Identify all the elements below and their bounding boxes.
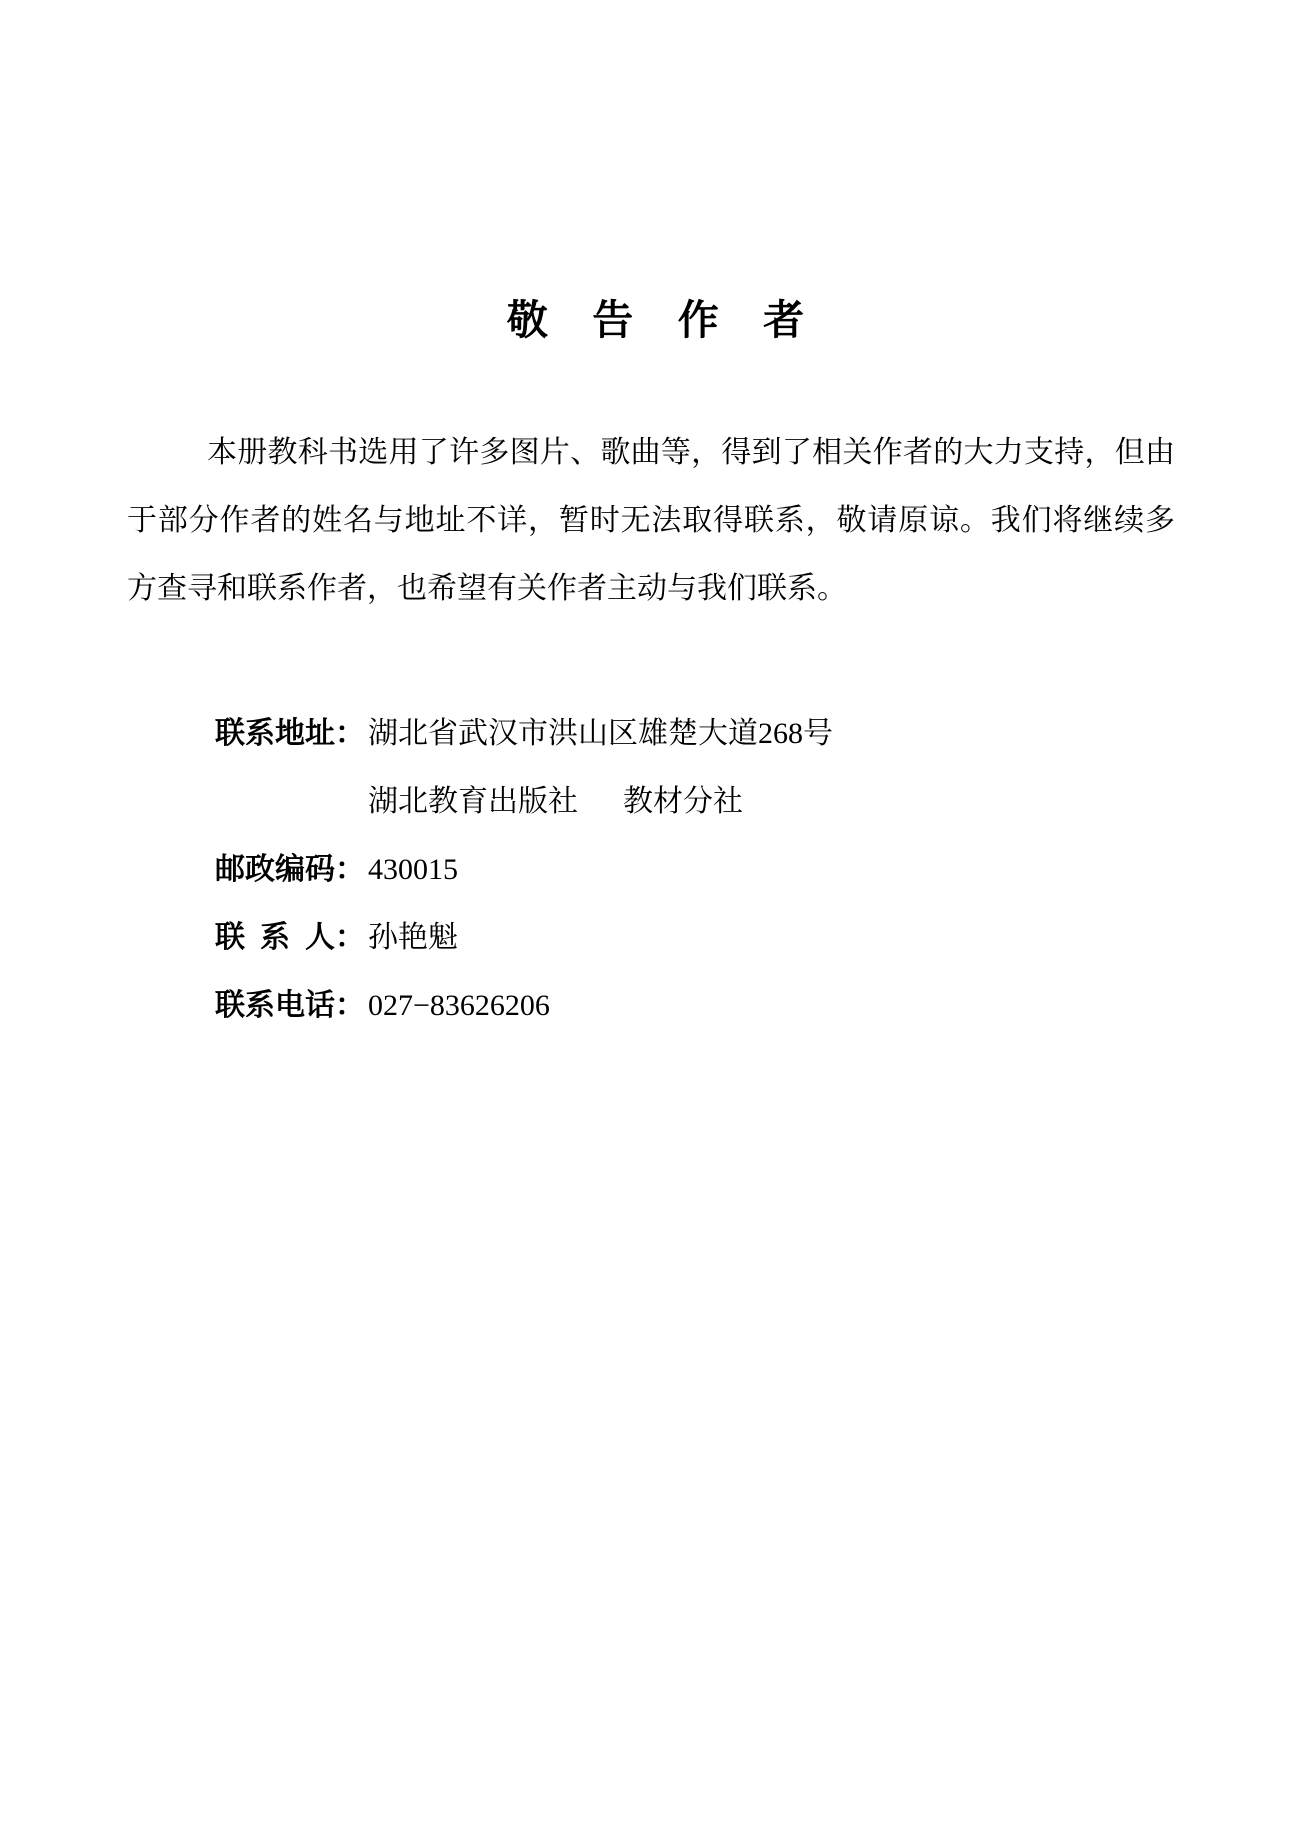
publisher-branch: 教材分社 xyxy=(623,785,743,818)
contact-info-block xyxy=(215,700,833,1040)
address-value-line1: 湖北省武汉市洪山区雄楚大道268号 xyxy=(368,717,833,750)
contact-person-value: 孙艳魁 xyxy=(368,921,458,954)
contact-person-label: 联系人 xyxy=(215,921,335,954)
contact-row-address-line2 xyxy=(215,768,833,836)
postcode-label: 邮政编码 xyxy=(215,853,335,886)
page-title: 敬 告 作 者 xyxy=(506,297,805,343)
notice-paragraph: 本册教科书选用了许多图片、歌曲等，得到了相关作者的大力支持，但由于部分作者的姓名与地址不详，暂时无法取得联系，敬请原谅。我们将继续多方查寻和联系作者，也希望有关作者主动与我们联系。 xyxy=(127,436,1175,605)
phone-value: 027−83626206 xyxy=(368,989,550,1022)
phone-label-colon: ： xyxy=(335,989,365,1022)
address-label-colon: ： xyxy=(335,717,365,750)
address-label: 联系地址 xyxy=(215,717,335,750)
postcode-value: 430015 xyxy=(368,853,458,886)
publisher-name: 湖北教育出版社 xyxy=(368,785,578,818)
contact-row-address xyxy=(215,700,833,768)
contact-row-postcode xyxy=(215,836,833,904)
contact-person-label-colon: ： xyxy=(335,921,365,954)
contact-row-person xyxy=(215,904,833,972)
contact-row-phone xyxy=(215,972,833,1040)
postcode-label-colon: ： xyxy=(335,853,365,886)
phone-label: 联系电话 xyxy=(215,989,335,1022)
